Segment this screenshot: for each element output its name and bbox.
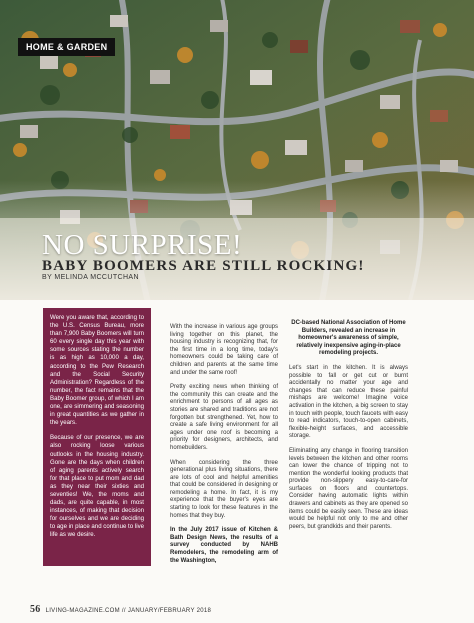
sidebar-paragraph: Because of our presence, we are also rocking loose various outlooks in the housing industry. Gone are the days when children of aging parents actively search for that place to put mom and dad as they near their sixties and seventies! We, the moms and dads, are quite capable, in most instances, of making that decision for ourselves and we are deciding to age in place and continue to live life as we desire. <box>50 434 144 539</box>
article-paragraph: When considering the three generational plus living situations, there are lots of cool and helpful amenities that could be considered in designing or remodeling a home. In fact, it is my experience that the buyer's eyes are starting to look for these features in the homes that they buy. <box>170 459 278 519</box>
subheadline: BABY BOOMERS ARE STILL ROCKING! <box>42 258 365 274</box>
article-paragraph-bold: In the July 2017 issue of Kitchen & Bath Design News, the results of a survey conducted by NAHB Remodelers, the remodeling arm of the Washington, <box>170 527 278 564</box>
headline: NO SURPRISE! <box>42 229 243 261</box>
page-number: 56 <box>30 604 41 615</box>
article-paragraph: Let's start in the kitchen. It is always possible to fall or get cut or burnt accidentally no matter your age and changes that can reduce these painful mishaps are welcome! Imagine voice activation in the kitchen, a big screen to stay in touch with people, touch faucets with easy to read indicators, touch-to-open cabinets, flexible-height surfaces, and accessible storage. <box>289 364 408 440</box>
article-column-2 <box>170 324 278 572</box>
page-footer <box>30 604 211 615</box>
article-paragraph-bold: DC-based National Association of Home Builders, revealed an increase in homeowner's awareness of simple, relatively inexpensive aging-in-place remodeling projects. <box>291 320 406 357</box>
byline: BY MELINDA MCCUTCHAN <box>42 274 139 281</box>
section-tag: HOME & GARDEN <box>18 38 115 56</box>
sidebar-box <box>43 308 151 566</box>
article-paragraph: Eliminating any change in flooring transition levels between the kitchen and other rooms can lower the chance of tripping not to mention the wonderful looking products that provide non-slippery easy-to-care-for surfaces on floors and countertops. Consider having automatic lights within drawers and cabinets as they are opened so items could be easily seen. These are ideas would be helpful not only to me and other peers, but grandkids and their parents. <box>289 447 408 530</box>
sidebar-paragraph: Were you aware that, according to the U.S. Census Bureau, more than 7,900 Baby Boomers will turn 60 every single day this year with some sources stating the number is as high as 10,000 a day, according to the Pew Research and the Social Security Administration? Regardless of the number, the fact remains that the Baby Boomer group, of which I am one, are simmering and seasoning in great quantities as we gather in the years. <box>50 314 144 427</box>
article-paragraph: Pretty exciting news when thinking of the community this can create and the enrichment to persons of all ages as stories are shared and traditions are not forgotten but strengthened. Yet, how to create a safe living environment for all ages under one roof is becoming a priority for designers, architects, and homebuilders. <box>170 384 278 451</box>
article-column-3 <box>289 320 408 538</box>
footer-text: LIVING-MAGAZINE.COM // JANUARY/FEBRUARY 2018 <box>45 608 212 614</box>
article-paragraph: With the increase in various age groups living together on this planet, the housing industry is recognizing that, for the first time in a long time, today's homeowners could be taking care of children and parents at the same time and under the same roof! <box>170 324 278 376</box>
